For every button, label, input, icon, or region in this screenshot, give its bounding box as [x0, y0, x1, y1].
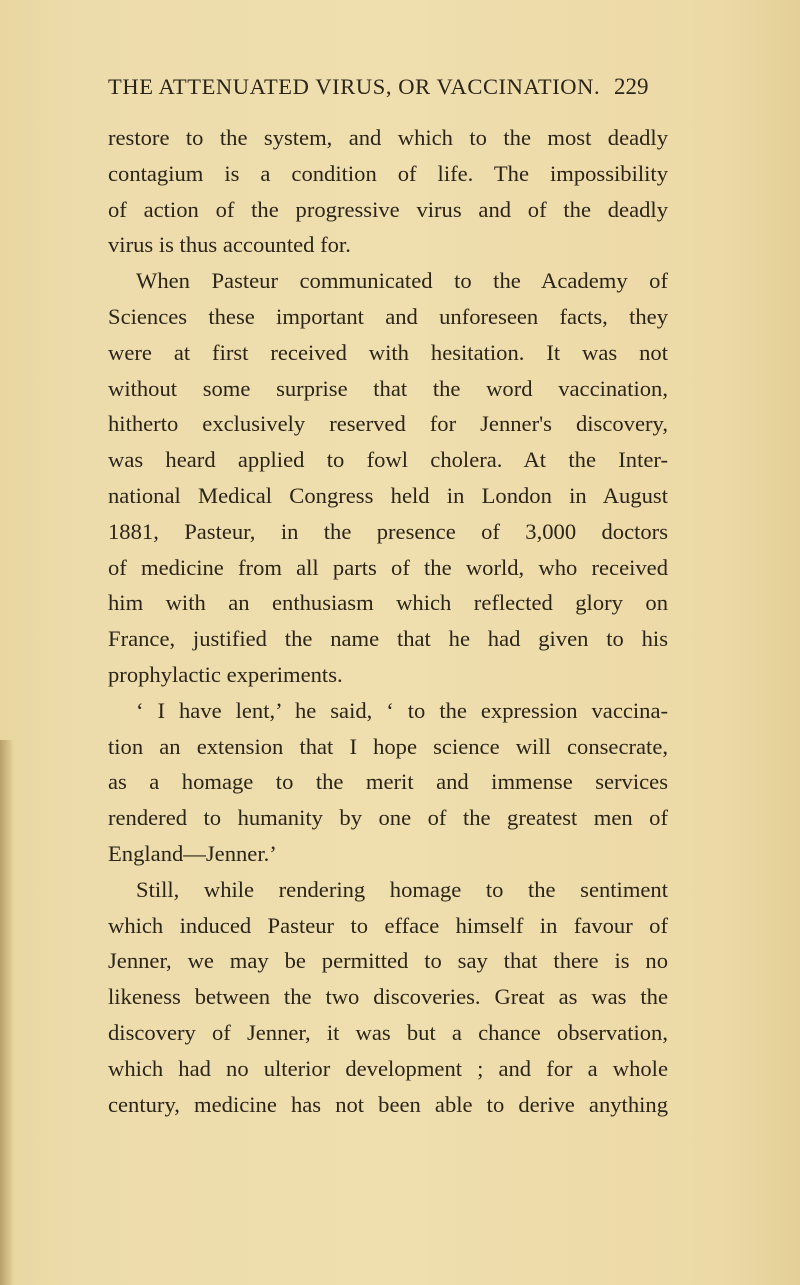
text-line: restore to the system, and which to the most deadly: [108, 125, 668, 150]
body-text: [108, 120, 668, 1122]
text-line: century, medicine has not been able to derive anything: [108, 1091, 668, 1117]
text-line: which had no ulterior development ; and for a whole: [108, 1055, 668, 1081]
text-line: was heard applied to fowl cholera. At the Inter-: [108, 447, 668, 473]
running-title: THE ATTENUATED VIRUS, OR VACCINATION.: [108, 74, 601, 99]
text-line: contagium is a condition of life. The impossibility: [108, 160, 668, 186]
text-line: him with an enthusiasm which reflected glory on: [108, 590, 668, 616]
text-line: prophylactic experiments.: [108, 661, 343, 687]
page-edge-shadow: [0, 740, 14, 1285]
text-line: Still, while rendering homage to the sentiment: [136, 876, 668, 902]
text-line: hitherto exclusively reserved for Jenner's discovery,: [108, 411, 668, 437]
text-line: tion an extension that I hope science will consecrate,: [108, 733, 668, 759]
text-line: 1881, Pasteur, in the presence of 3,000 doctors: [108, 518, 668, 544]
text-line: discovery of Jenner, it was but a chance observation,: [108, 1019, 668, 1045]
text-line: virus is thus accounted for.: [108, 232, 351, 258]
text-line: France, justified the name that he had given to his: [108, 626, 668, 652]
text-line: Jenner, we may be permitted to say that there is no: [108, 948, 668, 974]
text-line: of action of the progressive virus and of the deadly: [108, 196, 668, 222]
text-line: Sciences these important and unforeseen facts, they: [108, 303, 668, 329]
text-line: rendered to humanity by one of the greatest men of: [108, 805, 668, 831]
running-head: [0, 74, 800, 106]
text-line: national Medical Congress held in London in August: [108, 482, 668, 508]
text-line: ‘ I have lent,’ he said, ‘ to the expression vaccina-: [136, 697, 668, 723]
page-number: 229: [614, 74, 649, 99]
text-line: of medicine from all parts of the world, who received: [108, 554, 668, 580]
text-line: without some surprise that the word vaccination,: [108, 375, 668, 401]
text-line: When Pasteur communicated to the Academy of: [136, 268, 668, 294]
text-line: as a homage to the merit and immense services: [108, 769, 668, 795]
text-line: were at first received with hesitation. It was not: [108, 339, 668, 365]
text-line: England—Jenner.’: [108, 840, 277, 866]
text-line: likeness between the two discoveries. Great as was the: [108, 984, 668, 1010]
text-line: which induced Pasteur to efface himself in favour of: [108, 912, 668, 938]
